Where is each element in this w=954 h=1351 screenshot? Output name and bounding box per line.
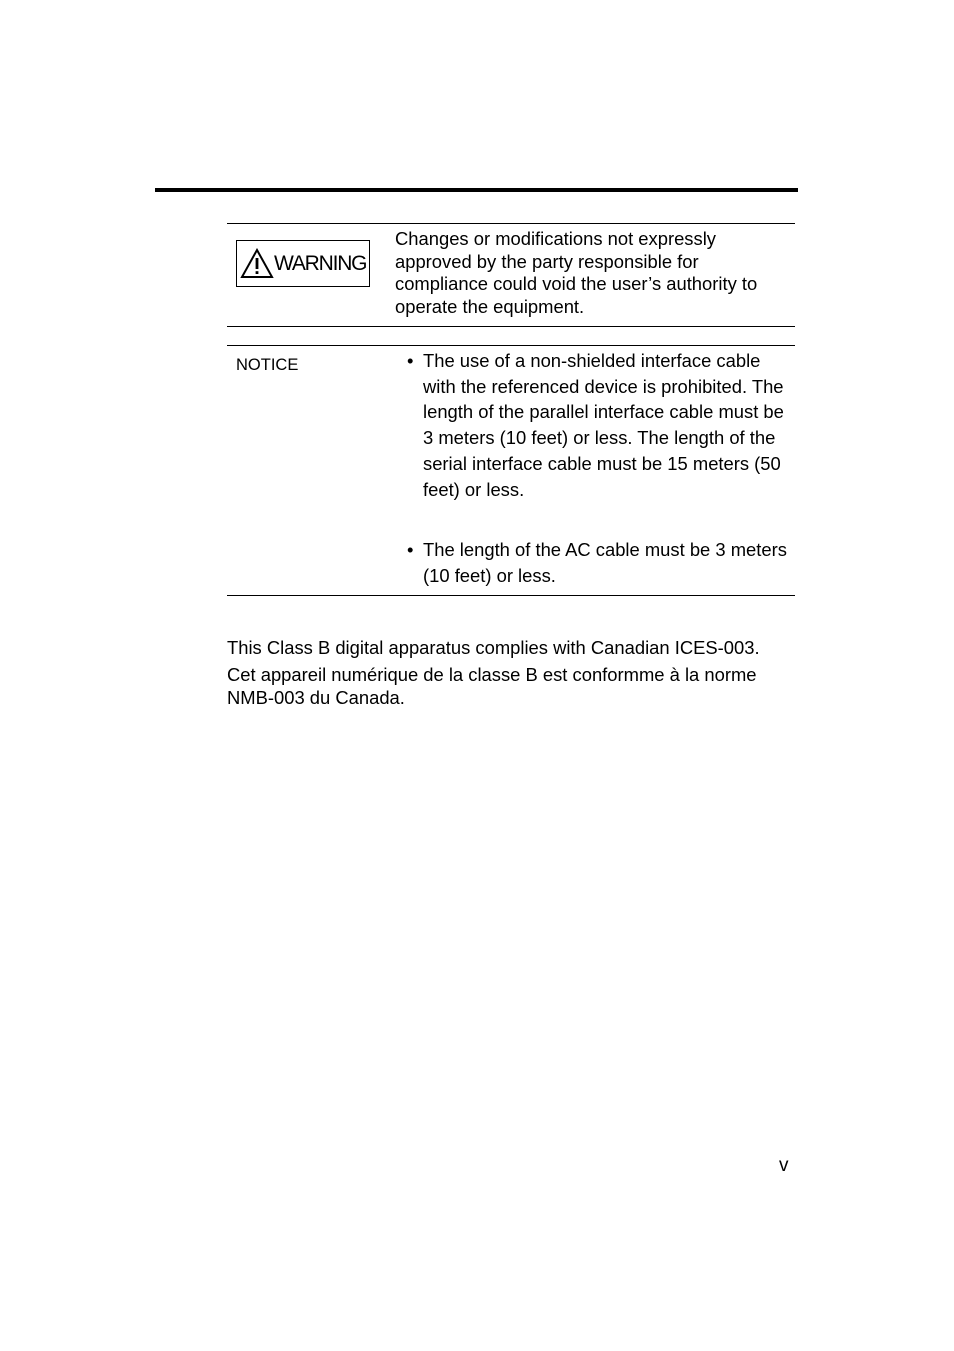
warning-badge-label: WARNING: [274, 252, 367, 275]
bullet-text: The length of the AC cable must be 3 meters (10 feet) or less.: [423, 539, 787, 586]
warning-table-bottom-rule: [227, 326, 795, 327]
bullet-marker: •: [407, 539, 414, 560]
warning-triangle-icon: [240, 248, 274, 280]
notice-bullet-ac-cable: [407, 537, 792, 588]
notice-bullet-cable-shielding: [407, 348, 792, 502]
warning-text: Changes or modifications not expressly approved by the party responsible for compliance could void the user’s authority to operate the equipment.: [395, 228, 758, 317]
bullet-text: The use of a non-shielded interface cable with the referenced device is prohibited. The length of the parallel interface cable must be 3 meters (10 feet) or less. The length of the serial interface cable must be 15 meters (50 feet) or less.: [423, 350, 784, 500]
warning-table-top-rule: [227, 223, 795, 224]
page-number: v: [779, 1155, 789, 1176]
compliance-french: Cet appareil numérique de la classe B est conformme à la norme NMB-003 du Canada.: [227, 664, 757, 708]
notice-table-top-rule: [227, 345, 795, 346]
warning-badge: [236, 240, 370, 287]
header-rule: [155, 188, 798, 192]
bullet-marker: •: [407, 350, 414, 371]
compliance-english: This Class B digital apparatus complies with Canadian ICES-003.: [227, 637, 760, 658]
notice-label: NOTICE: [236, 356, 299, 374]
notice-table-bottom-rule: [227, 595, 795, 596]
